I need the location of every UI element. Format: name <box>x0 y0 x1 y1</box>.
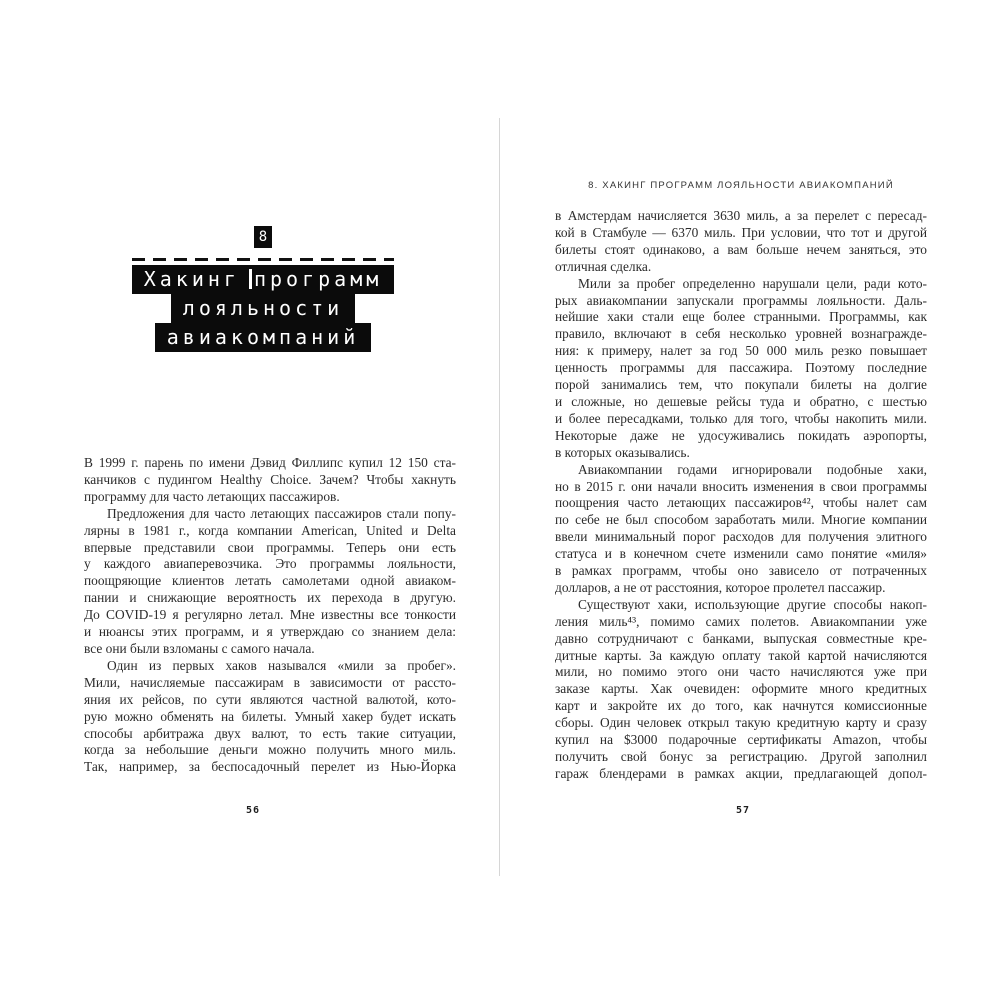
text-line: когда за небольшие деньги можно получить много миль. <box>84 742 456 758</box>
text-line: Так, например, за беспосадочный перелет из Нью-Йорка <box>84 759 456 775</box>
text-line: Один из первых хаков назывался «мили за пробег». <box>107 657 456 673</box>
text-line: купил на $3000 подарочные сертификаты Amazon, чтобы <box>555 732 927 748</box>
text-line: билеты стоят одинаково, а вам больше нечем заняться, это <box>555 241 927 257</box>
text-line: программу для часто летающих пассажиров. <box>84 488 340 504</box>
text-line: Мили за пробег определенно нарушали цели, ради кото- <box>578 275 927 291</box>
text-line: кой в Стамбуле — 6370 миль. При условии, что тот и другой <box>555 224 927 240</box>
text-line: в рамках программ, чтобы оно зависело от потраченных <box>555 563 927 579</box>
text-line: ления миль⁴³, помимо самих полетов. Авиакомпании уже <box>555 613 927 629</box>
text-line: в которых оказывались. <box>555 444 690 460</box>
text-line: гараж блендерами в рамках акции, предлагающей допол- <box>555 765 927 781</box>
text-line: сборы. Один человек открыл такую кредитную карту и сразу <box>555 715 927 731</box>
text-line: и нюансы этих программ, и я утверждаю со знанием дела: <box>84 624 456 640</box>
chapter-title-line-2: лояльности <box>171 294 355 323</box>
text-line: Некоторые даже не удосуживались покидать аэропорты, <box>555 427 927 443</box>
text-line: получить свой бонус за регистрацию. Другой заполнил <box>555 749 927 764</box>
text-line: мили, но помимо этого они часто начисляются уже при <box>555 664 927 680</box>
text-line: способы арбитража двух валют, то есть такие ситуации, <box>84 725 456 741</box>
text-line: Предложения для часто летающих пассажиров стали попу- <box>107 505 456 521</box>
text-line: нейшие хаки стали еще более странными. Программы, как <box>555 309 927 325</box>
running-header: 8. ХАКИНГ ПРОГРАММ ЛОЯЛЬНОСТИ АВИАКОМПАНИЙ <box>588 180 894 191</box>
text-line: карт и закройте их до того, как начнутся комиссионные <box>555 698 927 714</box>
text-line: дитные карты. За каждую оплату такой картой начисляются <box>555 647 927 663</box>
chapter-number: 8 <box>254 226 272 248</box>
text-line: Существуют хаки, использующие другие способы накоп- <box>578 596 927 612</box>
text-line: у каждого авиаперевозчика. Это программы лояльности, <box>84 556 456 572</box>
text-line: порой занимались тем, что покупали билеты на долгие <box>555 377 927 393</box>
text-line: в Амстердам начисляется 3630 миль, а за перелет с пересад- <box>555 208 927 223</box>
text-line: ввели минимальный порог расходов для получения элитного <box>555 529 927 545</box>
text-line: поощряющие клиентов летать самолетами одной авиаком- <box>84 573 456 589</box>
text-line: долларов, а не от расстояния, которое пролетел пассажир. <box>555 579 886 595</box>
text-line: и сложные, но дешевые рейсы туда и обратно, с шестью <box>555 393 927 409</box>
text-line: рых авиакомпании запускали программы лояльности. Даль- <box>555 292 927 308</box>
text-line: статуса и в конечном счете изменили само понятие «миля» <box>555 546 927 562</box>
text-line: В 1999 г. парень по имени Дэвид Филлипс купил 12 150 ста- <box>84 455 456 470</box>
text-cursor-icon <box>249 269 252 289</box>
text-line: ния: к примеру, налет за год 50 000 миль резко повышает <box>555 343 927 359</box>
text-line: давно сотрудничают с банками, выпуская совместные кре- <box>555 630 927 646</box>
left-page-number: 56 <box>245 805 261 816</box>
text-line: впервые представили свои программы. Теперь они есть <box>84 539 456 555</box>
glitch-dashes-decoration <box>132 258 394 261</box>
text-line: лярны в 1981 г., когда компании American, United и Delta <box>84 522 456 538</box>
text-line: пании и снижающие вероятность их перехода в другую. <box>84 590 456 606</box>
text-line: Мили, начисляемые пассажирам в зависимости от рассто- <box>84 674 456 690</box>
chapter-title-word-2: программ <box>253 267 383 291</box>
chapter-heading <box>14 226 512 352</box>
text-line: канчиков с пудингом Healthy Choice. Зачем? Чтобы хакнуть <box>84 471 456 487</box>
text-line: Авиакомпании годами игнорировали подобные хаки, <box>578 461 927 477</box>
text-line: заказе карты. Хак очевиден: оформите много кредитных <box>555 681 927 697</box>
right-page-text <box>555 208 927 783</box>
text-line: До COVID-19 я регулярно летал. Мне известны все тонкости <box>84 607 456 623</box>
chapter-title-word-1: Хакинг <box>143 267 240 291</box>
text-line: ценность программы для пассажира. Поэтому последние <box>555 360 927 376</box>
right-page-number: 57 <box>735 805 751 816</box>
text-line: отличная сделка. <box>555 258 652 274</box>
left-page-text <box>84 455 456 776</box>
text-line: яния их рейсов, по сути являются частной валютой, кото- <box>84 691 456 707</box>
text-line: правило, включают в себя несколько уровней вознагражде- <box>555 326 927 342</box>
text-line: все они были взломаны с самого начала. <box>84 640 315 656</box>
text-line: и более пересадками, только для того, чтобы накопить мили. <box>555 410 927 426</box>
chapter-title-line-1 <box>132 265 395 294</box>
text-line: рую можно обменять на билеты. Умный хакер будет искать <box>84 708 456 724</box>
text-line: по себе не был способом заработать мили. Многие компании <box>555 512 927 528</box>
chapter-title-line-3: авиакомпаний <box>155 323 372 352</box>
text-line: но в 2015 г. они начали вносить изменения в свои программы <box>555 478 927 494</box>
text-line: поощрения часто летающих пассажиров⁴², чтобы налет сам <box>555 495 927 511</box>
